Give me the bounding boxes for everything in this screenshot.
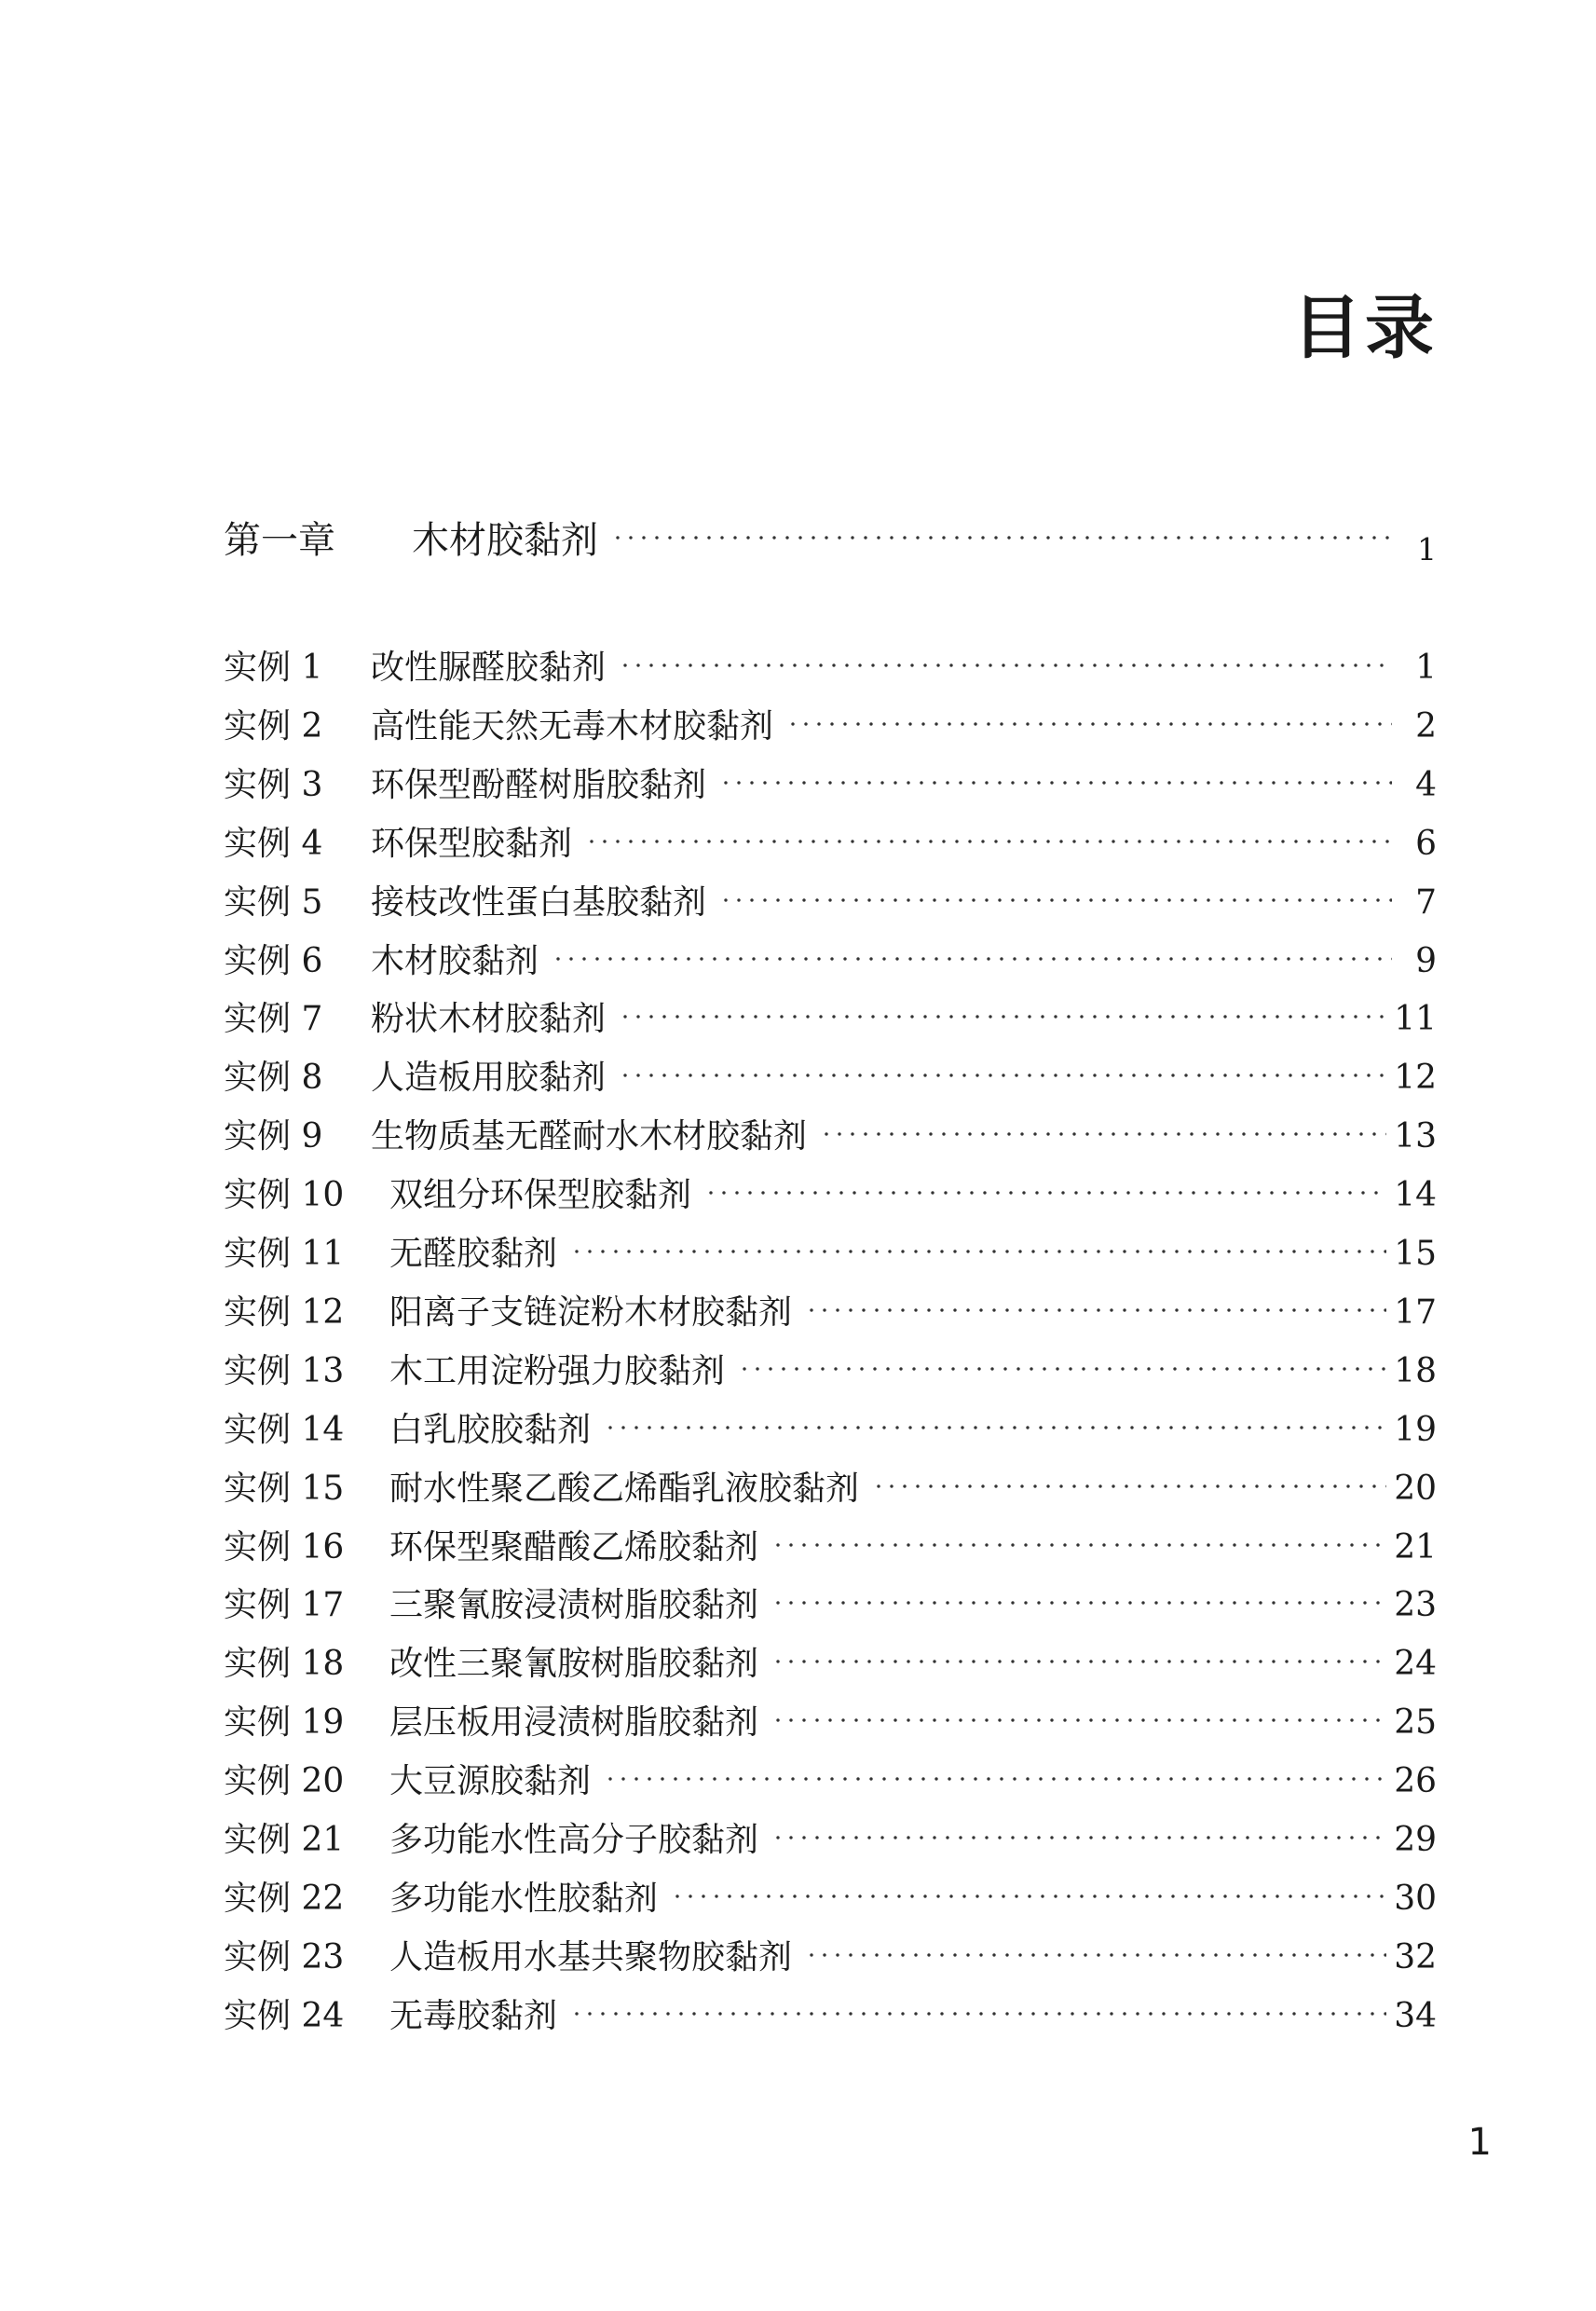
entry-label: 实例 10 (224, 1176, 345, 1214)
entry-label: 实例 2 (224, 707, 323, 745)
toc-entry[interactable] (224, 876, 1437, 923)
dot-leader (820, 1129, 1386, 1139)
entry-label: 实例 15 (224, 1470, 345, 1508)
entry-label: 实例 16 (224, 1528, 345, 1566)
entry-page-number: 12 (1394, 1059, 1437, 1097)
entry-label: 实例 19 (224, 1703, 345, 1742)
entry-name: 大豆源胶黏剂 (389, 1762, 592, 1800)
entry-page-number: 17 (1394, 1293, 1437, 1332)
toc-entry[interactable] (224, 1990, 1437, 2037)
entry-name: 无醛胶黏剂 (389, 1235, 558, 1273)
dot-leader (872, 1482, 1386, 1491)
entry-label: 实例 24 (224, 1997, 345, 2035)
entry-name: 粉状木材胶黏剂 (371, 1000, 607, 1038)
chapter-name: 木材胶黏剂 (412, 519, 598, 562)
entry-label: 实例 3 (224, 766, 323, 804)
dot-leader (570, 1247, 1386, 1256)
entry-label: 实例 6 (224, 942, 323, 980)
entry-page-number: 19 (1394, 1411, 1437, 1449)
toc-entry[interactable] (224, 817, 1437, 865)
entry-name: 三聚氰胺浸渍树脂胶黏剂 (389, 1586, 759, 1624)
toc-entry[interactable] (224, 1755, 1437, 1802)
entry-page-number: 21 (1394, 1528, 1437, 1566)
entry-name: 木材胶黏剂 (371, 942, 539, 980)
entry-page-number: 1 (1415, 649, 1437, 687)
toc-entry[interactable] (224, 1931, 1437, 1978)
toc-entry[interactable] (224, 1345, 1437, 1392)
toc-entry[interactable] (224, 700, 1437, 747)
dot-leader (771, 1598, 1386, 1607)
chapter-heading[interactable] (224, 511, 1437, 567)
dot-leader (585, 837, 1392, 846)
entry-name: 高性能天然无毒木材胶黏剂 (371, 707, 774, 745)
dot-leader (570, 2009, 1386, 2018)
entry-page-number: 15 (1394, 1235, 1437, 1273)
entry-name: 木工用淀粉强力胶黏剂 (389, 1352, 726, 1390)
toc-entry[interactable] (224, 935, 1437, 982)
dot-leader (771, 1657, 1386, 1666)
entry-page-number: 9 (1415, 942, 1437, 980)
entry-label: 实例 8 (224, 1059, 323, 1097)
dot-leader (619, 1071, 1386, 1080)
entry-page-number: 18 (1394, 1352, 1437, 1390)
toc-entry[interactable] (224, 1637, 1437, 1685)
entry-label: 实例 12 (224, 1293, 345, 1332)
entry-page-number: 11 (1394, 1000, 1437, 1038)
entry-page-number: 32 (1394, 1938, 1437, 1976)
entry-page-number: 4 (1415, 766, 1437, 804)
entry-page-number: 30 (1394, 1880, 1437, 1918)
entry-name: 白乳胶胶黏剂 (389, 1411, 592, 1449)
toc-entry[interactable] (224, 1169, 1437, 1216)
entry-page-number: 29 (1394, 1821, 1437, 1859)
dot-leader (611, 533, 1392, 542)
entry-label: 实例 14 (224, 1411, 345, 1449)
entry-name: 环保型聚醋酸乙烯胶黏剂 (389, 1528, 759, 1566)
dot-leader (604, 1774, 1386, 1784)
page-title: 目录 (1292, 288, 1438, 368)
dot-leader (771, 1540, 1386, 1550)
toc-entry[interactable] (224, 1286, 1437, 1333)
entry-name: 接枝改性蛋白基胶黏剂 (371, 883, 707, 922)
entry-page-number: 2 (1415, 707, 1437, 745)
entry-name: 人造板用水基共聚物胶黏剂 (389, 1938, 793, 1976)
entry-label: 实例 4 (224, 825, 323, 863)
toc-entry[interactable] (224, 641, 1437, 689)
dot-leader (805, 1950, 1386, 1960)
dot-leader (604, 1423, 1386, 1432)
entry-label: 实例 9 (224, 1117, 323, 1156)
toc-entry[interactable] (224, 1110, 1437, 1157)
entry-label: 实例 23 (224, 1938, 345, 1976)
entry-name: 人造板用胶黏剂 (371, 1059, 607, 1097)
toc-entry[interactable] (224, 992, 1437, 1040)
dot-leader (704, 1188, 1386, 1197)
dot-leader (619, 1012, 1386, 1021)
entry-label: 实例 1 (224, 649, 323, 687)
toc-entry[interactable] (224, 1872, 1437, 1920)
entry-page-number: 20 (1394, 1470, 1437, 1508)
toc-entry[interactable] (224, 1227, 1437, 1275)
entry-name: 环保型酚醛树脂胶黏剂 (371, 766, 707, 804)
entry-page-number: 7 (1415, 883, 1437, 922)
entry-label: 实例 20 (224, 1762, 345, 1800)
folio-page-number: 1 (1467, 2121, 1492, 2164)
dot-leader (771, 1716, 1386, 1725)
entry-label: 实例 11 (224, 1235, 345, 1273)
entry-name: 多功能水性高分子胶黏剂 (389, 1821, 759, 1859)
entry-name: 改性三聚氰胺树脂胶黏剂 (389, 1645, 759, 1683)
entry-name: 多功能水性胶黏剂 (389, 1880, 659, 1918)
entry-page-number: 24 (1394, 1645, 1437, 1683)
entry-page-number: 34 (1394, 1997, 1437, 2035)
dot-leader (719, 896, 1392, 905)
chapter-label: 第一章 (224, 519, 335, 562)
entry-label: 实例 18 (224, 1645, 345, 1683)
entry-name: 改性脲醛胶黏剂 (371, 649, 607, 687)
entry-name: 层压板用浸渍树脂胶黏剂 (389, 1703, 759, 1742)
entry-page-number: 26 (1394, 1762, 1437, 1800)
toc-entry[interactable] (224, 1696, 1437, 1744)
entry-name: 生物质基无醛耐水木材胶黏剂 (371, 1117, 808, 1156)
entry-page-number: 25 (1394, 1703, 1437, 1742)
dot-leader (786, 719, 1392, 729)
entry-name: 环保型胶黏剂 (371, 825, 573, 863)
entry-name: 阳离子支链淀粉木材胶黏剂 (389, 1293, 793, 1332)
dot-leader (771, 1833, 1386, 1842)
entry-label: 实例 7 (224, 1000, 323, 1038)
dot-leader (805, 1306, 1386, 1315)
entry-label: 实例 17 (224, 1586, 345, 1624)
entry-label: 实例 22 (224, 1880, 345, 1918)
entry-page-number: 23 (1394, 1586, 1437, 1624)
toc-entry[interactable] (224, 1813, 1437, 1861)
toc-entry[interactable] (224, 1521, 1437, 1568)
dot-leader (671, 1892, 1386, 1901)
dot-leader (738, 1364, 1386, 1374)
entry-name: 无毒胶黏剂 (389, 1997, 558, 2035)
toc-entry[interactable] (224, 1403, 1437, 1451)
entry-name: 耐水性聚乙酸乙烯酯乳液胶黏剂 (389, 1470, 860, 1508)
entry-page-number: 6 (1415, 825, 1437, 863)
dot-leader (719, 778, 1392, 787)
entry-page-number: 13 (1394, 1117, 1437, 1156)
dot-leader (619, 661, 1392, 670)
chapter-page-number: 1 (1417, 531, 1437, 567)
dot-leader (552, 954, 1392, 964)
entry-label: 实例 13 (224, 1352, 345, 1390)
entry-page-number: 14 (1394, 1176, 1437, 1214)
toc-entry[interactable] (224, 1462, 1437, 1510)
toc-entry[interactable] (224, 1051, 1437, 1099)
toc-entry[interactable] (224, 1579, 1437, 1626)
entry-name: 双组分环保型胶黏剂 (389, 1176, 692, 1214)
toc-entry[interactable] (224, 759, 1437, 806)
entry-label: 实例 5 (224, 883, 323, 922)
entry-label: 实例 21 (224, 1821, 345, 1859)
